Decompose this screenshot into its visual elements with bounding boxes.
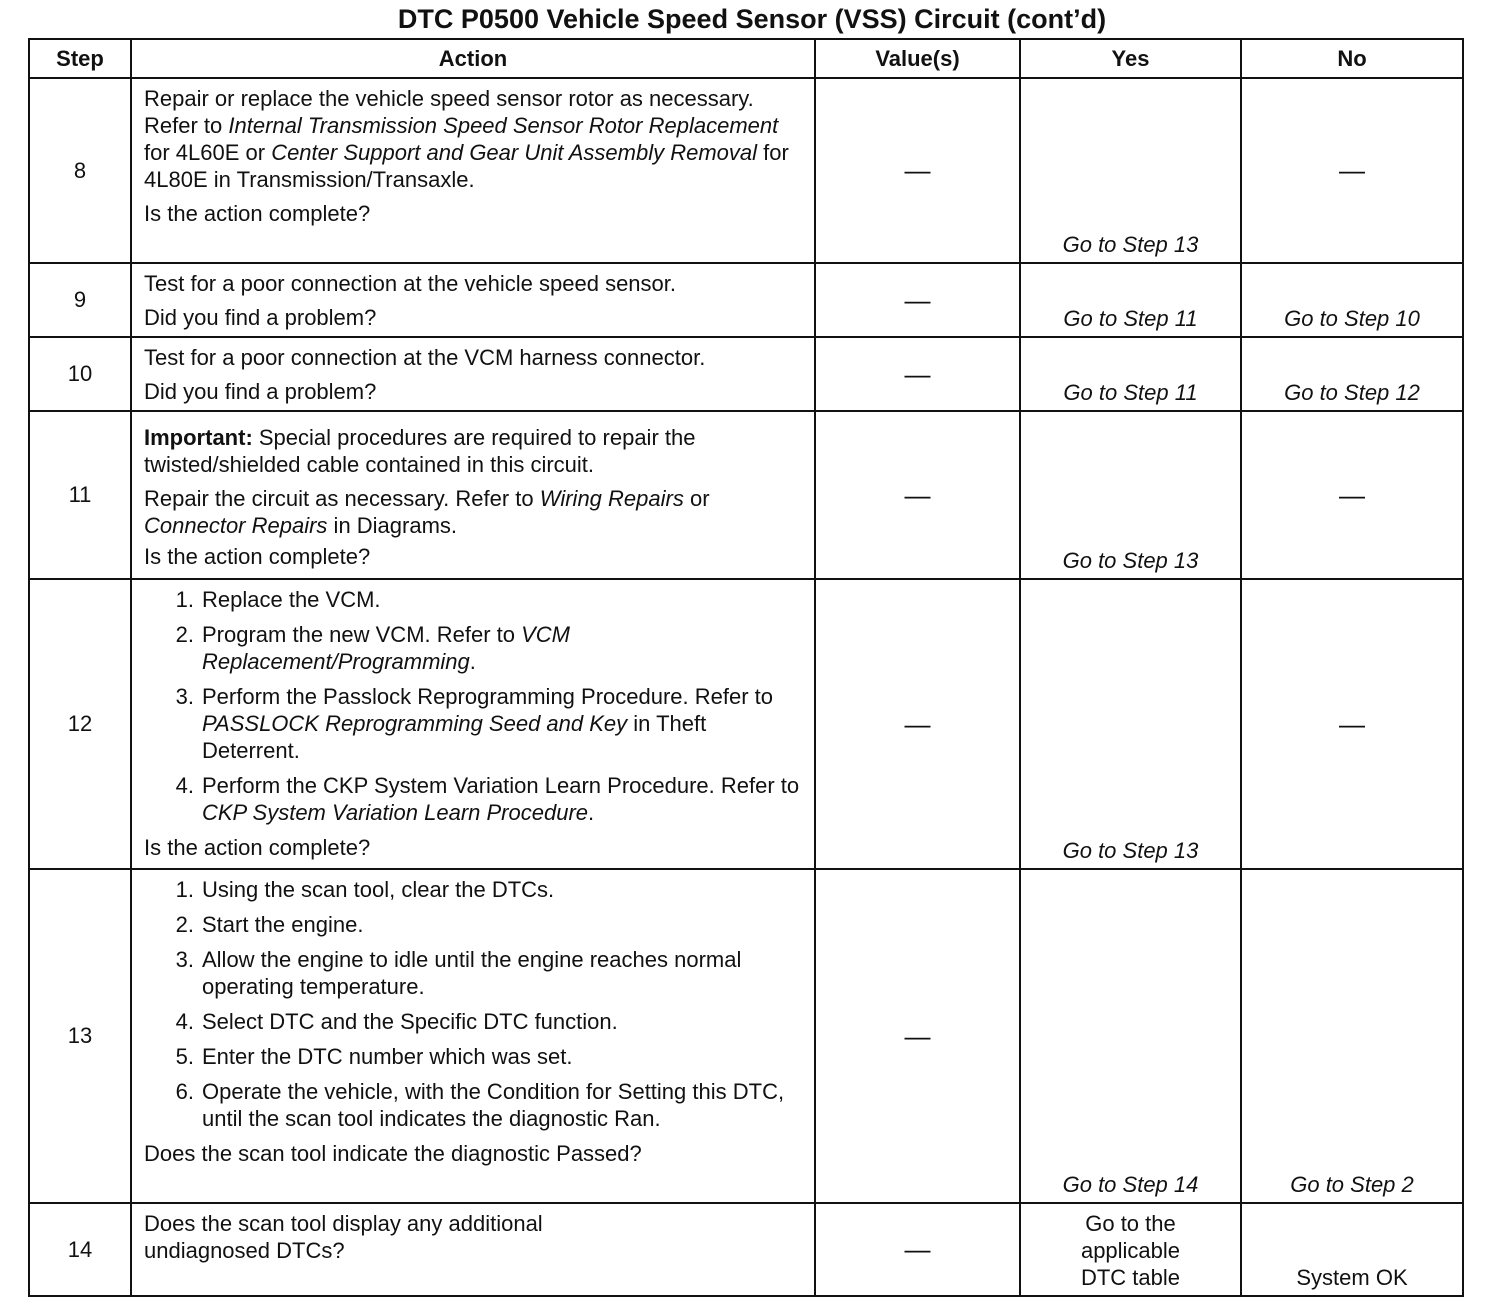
dtc-table — [28, 38, 1464, 1297]
list-item: 5. Enter the DTC number which was set. — [175, 1044, 573, 1069]
action-question: Does the scan tool display any additional undiagnosed DTCs? — [144, 1211, 543, 1263]
action-question: Did you find a problem? — [144, 379, 377, 404]
table-row — [29, 579, 1463, 869]
no-result: — — [1241, 78, 1463, 263]
no-result: Go to Step 2 — [1241, 869, 1463, 1203]
no-result: — — [1241, 411, 1463, 579]
action-text: Repair the circuit as necessary. Refer to Wiring Repairs or Connector Repairs in Diagrams. — [144, 486, 710, 538]
no-result: Go to Step 10 — [1241, 263, 1463, 337]
reference-link: CKP System Variation Learn Procedure — [202, 800, 588, 825]
page-title: DTC P0500 Vehicle Speed Sensor (VSS) Circuit (cont’d) — [397, 4, 1107, 34]
value-cell: — — [815, 411, 1020, 579]
step-number: 8 — [29, 78, 131, 263]
no-result: — — [1241, 579, 1463, 869]
reference-link: VCM Replacement/Programming — [202, 622, 571, 674]
important-note: Important: Special procedures are required to repair the twisted/shielded cable contained in this circuit. — [144, 425, 696, 477]
value-cell: — — [815, 1203, 1020, 1296]
step-number: 12 — [29, 579, 131, 869]
action-cell — [131, 411, 815, 579]
step-number: 13 — [29, 869, 131, 1203]
yes-result: Go to Step 13 — [1020, 411, 1241, 579]
action-cell — [131, 1203, 815, 1296]
column-header-yes: Yes — [1020, 39, 1241, 78]
table-row — [29, 337, 1463, 411]
column-header-step: Step — [29, 39, 131, 78]
reference-link: Connector Repairs — [144, 513, 328, 538]
list-item: 1. Using the scan tool, clear the DTCs. — [175, 877, 555, 902]
procedure-list — [144, 586, 804, 826]
action-text: Test for a poor connection at the vehicle speed sensor. — [144, 271, 676, 296]
column-header-no: No — [1241, 39, 1463, 78]
reference-link: Internal Transmission Speed Sensor Rotor Replacement — [228, 113, 779, 138]
value-cell: — — [815, 579, 1020, 869]
table-row — [29, 263, 1463, 337]
header-row — [29, 39, 1463, 78]
action-question: Is the action complete? — [144, 835, 371, 860]
value-cell: — — [815, 263, 1020, 337]
action-cell — [131, 263, 815, 337]
step-number: 9 — [29, 263, 131, 337]
yes-result: Go to Step 14 — [1020, 869, 1241, 1203]
table-row — [29, 1203, 1463, 1296]
table-row — [29, 78, 1463, 263]
list-item: 2. Start the engine. — [175, 912, 364, 937]
reference-link: PASSLOCK Reprogramming Seed and Key — [202, 711, 628, 736]
table-row — [29, 869, 1463, 1203]
action-question: Does the scan tool indicate the diagnostic Passed? — [144, 1141, 642, 1166]
yes-result: Go to Step 11 — [1020, 263, 1241, 337]
list-item: 6. Operate the vehicle, with the Condition for Setting this DTC, until the scan tool indicates the diagnostic Ran. — [175, 1079, 785, 1131]
step-number: 14 — [29, 1203, 131, 1296]
action-question: Is the action complete? — [144, 544, 371, 569]
procedure-list — [144, 876, 804, 1132]
value-cell: — — [815, 869, 1020, 1203]
yes-result: Go to Step 11 — [1020, 337, 1241, 411]
value-cell: — — [815, 78, 1020, 263]
list-item: 1. Replace the VCM. — [175, 587, 381, 612]
action-cell — [131, 337, 815, 411]
important-label: Important: — [144, 425, 253, 450]
no-result: Go to Step 12 — [1241, 337, 1463, 411]
action-cell — [131, 579, 815, 869]
action-cell — [131, 869, 815, 1203]
yes-result: Go to Step 13 — [1020, 579, 1241, 869]
step-number: 10 — [29, 337, 131, 411]
value-cell: — — [815, 337, 1020, 411]
list-item: 3. Perform the Passlock Reprogramming Procedure. Refer to PASSLOCK Reprogramming Seed and Key in Theft Deterrent. — [175, 684, 774, 763]
step-number: 11 — [29, 411, 131, 579]
list-item: 2. Program the new VCM. Refer to VCM Replacement/Programming. — [175, 622, 571, 674]
reference-link: Center Support and Gear Unit Assembly Removal — [271, 140, 758, 165]
list-item: 4. Select DTC and the Specific DTC function. — [175, 1009, 618, 1034]
no-result: System OK — [1241, 1203, 1463, 1296]
column-header-values: Value(s) — [815, 39, 1020, 78]
yes-result: Go to Step 13 — [1020, 78, 1241, 263]
list-item: 4. Perform the CKP System Variation Learn Procedure. Refer to CKP System Variation Learn Procedure. — [175, 773, 800, 825]
action-question: Did you find a problem? — [144, 305, 377, 330]
action-cell — [131, 78, 815, 263]
reference-link: Wiring Repairs — [539, 486, 684, 511]
column-header-action: Action — [131, 39, 815, 78]
table-row — [29, 411, 1463, 579]
action-question: Is the action complete? — [144, 201, 371, 226]
yes-result: Go to the applicable DTC table — [1020, 1203, 1241, 1296]
list-item: 3. Allow the engine to idle until the engine reaches normal operating temperature. — [175, 947, 742, 999]
action-text: Repair or replace the vehicle speed sensor rotor as necessary. Refer to Internal Transmission Speed Sensor Rotor Replacement for 4L60E or Center Support and Gear Unit Assembly Removal for 4L80E in Transmission/Transaxle. — [144, 86, 789, 192]
action-text: Test for a poor connection at the VCM harness connector. — [144, 345, 706, 370]
